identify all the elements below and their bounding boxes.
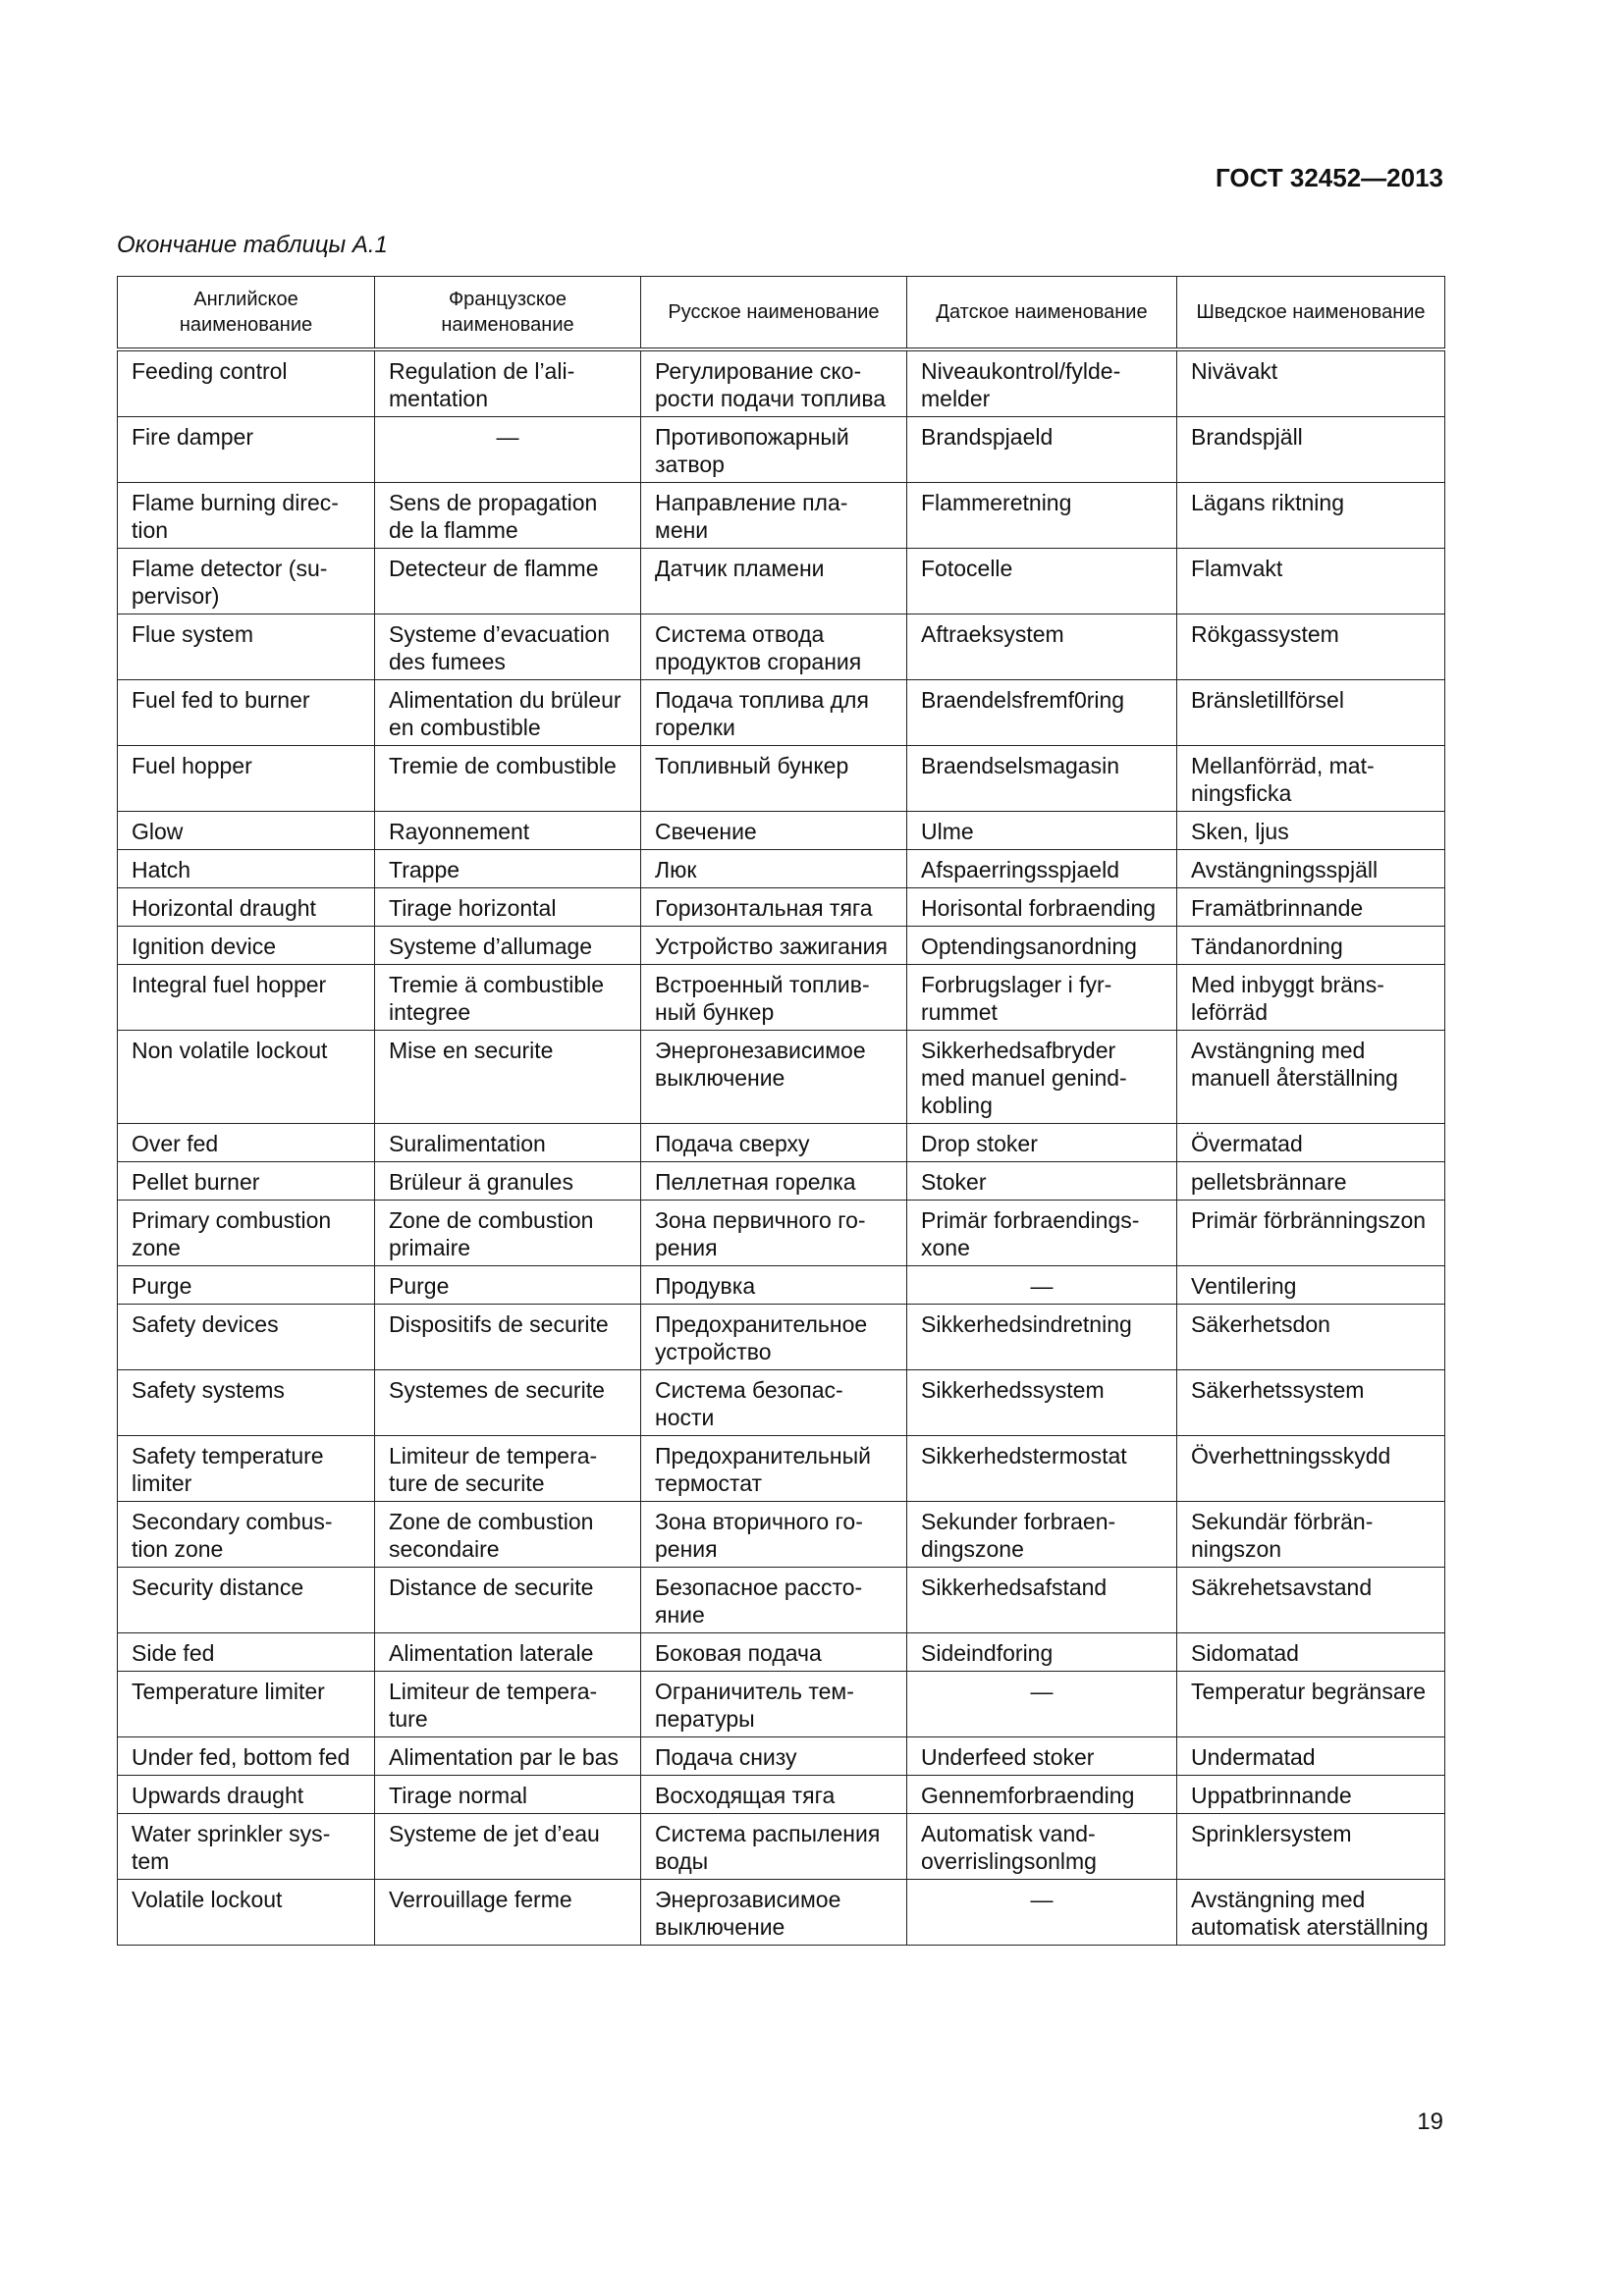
table-row	[118, 1672, 1445, 1737]
cell-french: Brüleur ä granules	[375, 1162, 641, 1201]
cell-russian: Предохранительное устройство	[641, 1305, 907, 1370]
cell-swedish: Nivävakt	[1177, 349, 1445, 417]
cell-danish: Brandspjaeld	[907, 417, 1177, 483]
cell-english: Hatch	[118, 850, 375, 888]
cell-english: Flame detector (supervisor)	[118, 549, 375, 614]
cell-danish: Afspaerringsspjaeld	[907, 850, 1177, 888]
table-row	[118, 927, 1445, 965]
cell-danish: Optendingsanordning	[907, 927, 1177, 965]
cell-russian: Ограничитель температуры	[641, 1672, 907, 1737]
column-header-english: Английское наименование	[118, 277, 375, 350]
cell-danish: Underfeed stoker	[907, 1737, 1177, 1776]
table-row	[118, 349, 1445, 417]
cell-danish: Ulme	[907, 812, 1177, 850]
table-row	[118, 1737, 1445, 1776]
table-header-row	[118, 277, 1445, 350]
cell-english: Safety temperature limiter	[118, 1436, 375, 1502]
cell-danish: Niveaukontrol/fyldemelder	[907, 349, 1177, 417]
cell-french: Distance de securite	[375, 1568, 641, 1633]
cell-danish: Sikkerhedstermostat	[907, 1436, 1177, 1502]
document-code: ГОСТ 32452—2013	[1216, 163, 1443, 192]
cell-russian: Продувка	[641, 1266, 907, 1305]
cell-french: Trappe	[375, 850, 641, 888]
cell-swedish: Säkerhetsdon	[1177, 1305, 1445, 1370]
cell-swedish: Uppatbrinnande	[1177, 1776, 1445, 1814]
cell-danish: Sikkerhedsindretning	[907, 1305, 1177, 1370]
page-number: 19	[1417, 2109, 1443, 2135]
cell-danish: Flammeretning	[907, 483, 1177, 549]
terms-table	[117, 276, 1445, 1946]
cell-danish: Gennemforbraending	[907, 1776, 1177, 1814]
table-row	[118, 1814, 1445, 1880]
cell-french: Limiteur de temperature	[375, 1672, 641, 1737]
cell-swedish: Brandspjäll	[1177, 417, 1445, 483]
cell-french: Purge	[375, 1266, 641, 1305]
table-row	[118, 1568, 1445, 1633]
cell-swedish: Säkrehetsavstand	[1177, 1568, 1445, 1633]
table-row	[118, 680, 1445, 746]
column-header-danish: Датское наименование	[907, 277, 1177, 350]
table-row	[118, 483, 1445, 549]
cell-russian: Датчик пламени	[641, 549, 907, 614]
table-row	[118, 888, 1445, 927]
cell-swedish: Undermatad	[1177, 1737, 1445, 1776]
cell-english: Fire damper	[118, 417, 375, 483]
table-body	[118, 349, 1445, 1946]
cell-danish: Sikkerhedsafstand	[907, 1568, 1177, 1633]
cell-french: Alimentation laterale	[375, 1633, 641, 1672]
table-row	[118, 1502, 1445, 1568]
table-row	[118, 614, 1445, 680]
cell-russian: Энергозависимое выключение	[641, 1880, 907, 1946]
cell-swedish: Framätbrinnande	[1177, 888, 1445, 927]
cell-swedish: Avstängning med automatisk aterställning	[1177, 1880, 1445, 1946]
table-row	[118, 1201, 1445, 1266]
table-row	[118, 1436, 1445, 1502]
cell-danish: Aftraeksystem	[907, 614, 1177, 680]
cell-english: Feeding control	[118, 349, 375, 417]
cell-english: Pellet burner	[118, 1162, 375, 1201]
cell-swedish: Temperatur begränsare	[1177, 1672, 1445, 1737]
cell-english: Horizontal draught	[118, 888, 375, 927]
cell-swedish: Övermatad	[1177, 1124, 1445, 1162]
cell-russian: Люк	[641, 850, 907, 888]
cell-french: —	[375, 417, 641, 483]
cell-russian: Система безопасности	[641, 1370, 907, 1436]
table-row	[118, 1124, 1445, 1162]
cell-danish: Automatisk vandoverrislingsonlmg	[907, 1814, 1177, 1880]
cell-french: Dispositifs de securite	[375, 1305, 641, 1370]
cell-english: Temperature limiter	[118, 1672, 375, 1737]
cell-danish: Sekunder forbraendingszone	[907, 1502, 1177, 1568]
cell-swedish: Lägans riktning	[1177, 483, 1445, 549]
cell-swedish: Avstängning med manuell återställning	[1177, 1031, 1445, 1124]
table-row	[118, 1633, 1445, 1672]
cell-french: Tirage normal	[375, 1776, 641, 1814]
table-row	[118, 549, 1445, 614]
cell-danish: Primär forbraendingsxone	[907, 1201, 1177, 1266]
cell-french: Tremie de combustible	[375, 746, 641, 812]
cell-english: Volatile lockout	[118, 1880, 375, 1946]
table-row	[118, 746, 1445, 812]
cell-russian: Устройство зажигания	[641, 927, 907, 965]
cell-swedish: Flamvakt	[1177, 549, 1445, 614]
cell-english: Primary combustion zone	[118, 1201, 375, 1266]
table-row	[118, 1162, 1445, 1201]
cell-danish: Forbrugslager i fyrrummet	[907, 965, 1177, 1031]
cell-french: Tremie ä combustible integree	[375, 965, 641, 1031]
cell-french: Zone de combustion secondaire	[375, 1502, 641, 1568]
table-row	[118, 1266, 1445, 1305]
cell-russian: Встроенный топливный бункер	[641, 965, 907, 1031]
cell-danish: Sikkerhedsafbryder med manuel genindkobling	[907, 1031, 1177, 1124]
cell-swedish: Mellanförräd, matningsficka	[1177, 746, 1445, 812]
cell-swedish: Primär förbränningszon	[1177, 1201, 1445, 1266]
cell-english: Non volatile lockout	[118, 1031, 375, 1124]
cell-swedish: Med inbyggt bränsleförräd	[1177, 965, 1445, 1031]
cell-russian: Направление пламени	[641, 483, 907, 549]
cell-english: Integral fuel hopper	[118, 965, 375, 1031]
cell-swedish: pelletsbrännare	[1177, 1162, 1445, 1201]
cell-swedish: Sidomatad	[1177, 1633, 1445, 1672]
cell-french: Alimentation du brüleur en combustible	[375, 680, 641, 746]
cell-english: Ignition device	[118, 927, 375, 965]
cell-swedish: Sprinklersystem	[1177, 1814, 1445, 1880]
cell-russian: Свечение	[641, 812, 907, 850]
cell-russian: Боковая подача	[641, 1633, 907, 1672]
cell-swedish: Sekundär förbränningszon	[1177, 1502, 1445, 1568]
column-header-swedish: Шведское наименование	[1177, 277, 1445, 350]
cell-danish: —	[907, 1266, 1177, 1305]
cell-english: Security distance	[118, 1568, 375, 1633]
cell-russian: Зона первичного горения	[641, 1201, 907, 1266]
cell-danish: Stoker	[907, 1162, 1177, 1201]
table-row	[118, 1031, 1445, 1124]
cell-french: Detecteur de flamme	[375, 549, 641, 614]
cell-english: Safety systems	[118, 1370, 375, 1436]
cell-danish: Sikkerhedssystem	[907, 1370, 1177, 1436]
cell-french: Systemes de securite	[375, 1370, 641, 1436]
table-row	[118, 965, 1445, 1031]
cell-danish: Braendselsmagasin	[907, 746, 1177, 812]
cell-french: Verrouillage ferme	[375, 1880, 641, 1946]
table-row	[118, 812, 1445, 850]
table-row	[118, 1370, 1445, 1436]
cell-english: Safety devices	[118, 1305, 375, 1370]
cell-russian: Восходящая тяга	[641, 1776, 907, 1814]
cell-swedish: Rökgassystem	[1177, 614, 1445, 680]
cell-english: Fuel hopper	[118, 746, 375, 812]
cell-russian: Энергонезависимое выключение	[641, 1031, 907, 1124]
cell-english: Fuel fed to burner	[118, 680, 375, 746]
table-row	[118, 1880, 1445, 1946]
cell-french: Sens de propagation de la flamme	[375, 483, 641, 549]
cell-french: Systeme d’allumage	[375, 927, 641, 965]
cell-danish: —	[907, 1672, 1177, 1737]
cell-english: Secondary combustion zone	[118, 1502, 375, 1568]
cell-swedish: Bränsletillförsel	[1177, 680, 1445, 746]
cell-russian: Зона вторичного горения	[641, 1502, 907, 1568]
cell-english: Purge	[118, 1266, 375, 1305]
cell-russian: Предохранительный термостат	[641, 1436, 907, 1502]
cell-french: Zone de combustion primaire	[375, 1201, 641, 1266]
cell-swedish: Ventilering	[1177, 1266, 1445, 1305]
table-caption: Окончание таблицы А.1	[117, 232, 388, 258]
cell-french: Regulation de l’alimentation	[375, 349, 641, 417]
cell-french: Tirage horizontal	[375, 888, 641, 927]
column-header-french: Французское наименование	[375, 277, 641, 350]
cell-swedish: Säkerhetssystem	[1177, 1370, 1445, 1436]
cell-french: Suralimentation	[375, 1124, 641, 1162]
cell-english: Under fed, bottom fed	[118, 1737, 375, 1776]
cell-swedish: Avstängningsspjäll	[1177, 850, 1445, 888]
cell-english: Side fed	[118, 1633, 375, 1672]
cell-danish: Sideindforing	[907, 1633, 1177, 1672]
cell-english: Water sprinkler system	[118, 1814, 375, 1880]
cell-russian: Регулирование скорости подачи топлива	[641, 349, 907, 417]
cell-russian: Система распыления воды	[641, 1814, 907, 1880]
cell-danish: Braendelsfremf0ring	[907, 680, 1177, 746]
cell-russian: Горизонтальная тяга	[641, 888, 907, 927]
cell-english: Flame burning direction	[118, 483, 375, 549]
cell-french: Alimentation par le bas	[375, 1737, 641, 1776]
cell-russian: Противопожарный затвор	[641, 417, 907, 483]
cell-russian: Подача снизу	[641, 1737, 907, 1776]
cell-danish: Fotocelle	[907, 549, 1177, 614]
cell-russian: Подача сверху	[641, 1124, 907, 1162]
cell-french: Mise en securite	[375, 1031, 641, 1124]
cell-swedish: Tändanordning	[1177, 927, 1445, 965]
cell-english: Glow	[118, 812, 375, 850]
cell-english: Flue system	[118, 614, 375, 680]
table-row	[118, 1776, 1445, 1814]
cell-french: Systeme d’evacuation des fumees	[375, 614, 641, 680]
cell-russian: Пеллетная горелка	[641, 1162, 907, 1201]
cell-danish: Drop stoker	[907, 1124, 1177, 1162]
table-row	[118, 1305, 1445, 1370]
column-header-russian: Русское наименование	[641, 277, 907, 350]
cell-swedish: Överhettningsskydd	[1177, 1436, 1445, 1502]
cell-danish: —	[907, 1880, 1177, 1946]
cell-russian: Безопасное расстояние	[641, 1568, 907, 1633]
cell-french: Systeme de jet d’eau	[375, 1814, 641, 1880]
cell-french: Limiteur de temperature de securite	[375, 1436, 641, 1502]
cell-swedish: Sken, ljus	[1177, 812, 1445, 850]
cell-danish: Horisontal forbraending	[907, 888, 1177, 927]
table-row	[118, 850, 1445, 888]
cell-english: Upwards draught	[118, 1776, 375, 1814]
cell-russian: Топливный бункер	[641, 746, 907, 812]
cell-french: Rayonnement	[375, 812, 641, 850]
cell-english: Over fed	[118, 1124, 375, 1162]
cell-russian: Система отвода продуктов сгорания	[641, 614, 907, 680]
cell-russian: Подача топлива для горелки	[641, 680, 907, 746]
table-row	[118, 417, 1445, 483]
